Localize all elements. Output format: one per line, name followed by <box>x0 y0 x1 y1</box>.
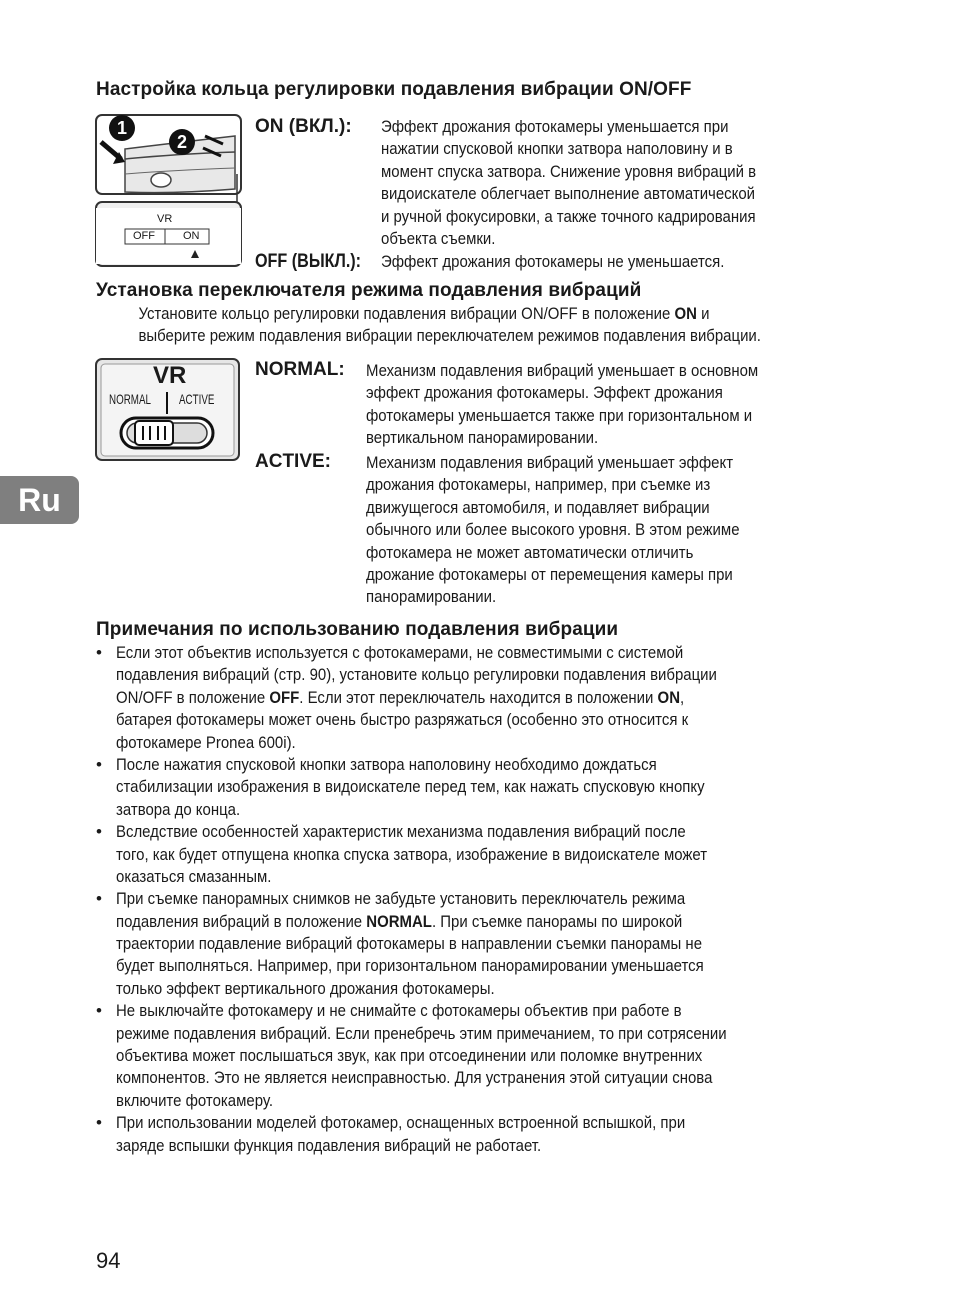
step-2-badge: 2 <box>169 129 195 155</box>
section-title-notes: Примечания по использованию подавления вибрации <box>96 619 619 640</box>
list-item: • Вследствие особенностей характеристик механизма подавления вибраций после того, как будет отпущена кнопка спуска затвора, изображение в видоискателе может оказаться смазанным. <box>96 822 708 886</box>
notes-list <box>96 642 896 1157</box>
normal-term: NORMAL: <box>255 359 345 380</box>
page-number: 94 <box>96 1248 121 1273</box>
bullet: • <box>96 1001 102 1021</box>
off-label-term: OFF (ВЫКЛ.): <box>255 251 362 272</box>
list-item: • Не выключайте фотокамеру и не снимайте с фотокамеры объектив при работе в режиме подавления вибраций. Если пренебречь этим примечанием, то при сотрясении объектива может послышаться звук, как при отсоединении или поломке внутренних компонентов. Это не является неисправностью. Для устранения этой ситуации снова включите фотокамеру. <box>96 1001 727 1110</box>
vr-title: VR <box>153 362 187 389</box>
on-label-term: ON (ВКЛ.): <box>255 116 352 137</box>
language-tab: Ru <box>0 476 79 524</box>
step-1-badge: 1 <box>109 115 135 141</box>
bullet: • <box>96 822 102 842</box>
vr-mode-switch-figure <box>95 358 241 462</box>
list-item: • При съемке панорамных снимков не забудьте установить переключатель режима подавления вибраций в положение NORMAL. При съемке панорамы по широкой траектории подавление вибраций фотокамеры в направлении съемки панорамы не будет выполняться. Например, при горизонтальном панорамировании уменьшается только эффект вертикального дрожания фотокамеры. <box>96 889 704 998</box>
off-label: OFF <box>133 230 155 242</box>
bullet: • <box>96 643 102 662</box>
off-description: Эффект дрожания фотокамеры не уменьшается. <box>381 252 725 271</box>
active-term: ACTIVE: <box>255 451 331 472</box>
active-label: ACTIVE <box>179 391 215 407</box>
active-description: Механизм подавления вибраций уменьшает эффект дрожания фотокамеры, например, при съемке из движущегося автомобиля, и подавляет вибрации обычного или более высокого уровня. В этом режиме фотокамера не может автоматически отличить дрожание фотокамеры от перемещения камеры при панорамировании. <box>366 453 740 607</box>
vr-mode-intro: Установите кольцо регулировки подавления вибрации ON/OFF в положение ON и выберите режим подавления вибрации переключателем режимов подавления вибрации. <box>138 304 761 346</box>
lens-ring-figure <box>95 114 245 270</box>
vr-label: VR <box>157 213 173 225</box>
list-item: • Если этот объектив используется с фотокамерами, не совместимыми с системой подавления вибраций (стр. 90), установите кольцо регулировки подавления вибрации ON/OFF в положение OFF. Если этот переключатель находится в положении ON, батарея фотокамеры может очень быстро разряжаться (особенно это относится к фотокамере Pronea 600i). <box>96 643 717 752</box>
bullet: • <box>96 754 102 774</box>
section-title-vr-mode: Установка переключателя режима подавления вибраций <box>96 280 642 301</box>
list-item: • После нажатия спусковой кнопки затвора наполовину необходимо дождаться стабилизации изображения в видоискателе перед тем, как нажать спусковую кнопку затвора до конца. <box>96 754 705 819</box>
normal-label: NORMAL <box>109 391 151 407</box>
on-description: Эффект дрожания фотокамеры уменьшается при нажатии спусковой кнопки затвора наполовину и в момент спуска затвора. Снижение уровня вибраций в видоискателе облегчает выполнение автоматической и ручной фокусировки, а также точного кадрирования объекта съемки. <box>381 117 757 249</box>
bullet: • <box>96 889 102 909</box>
on-label: ON <box>183 230 200 242</box>
normal-description: Механизм подавления вибраций уменьшает в основном эффект дрожания фотокамеры. Эффект дрожания фотокамеры уменьшается также при горизонтальном и вертикальном панорамировании. <box>366 361 759 448</box>
list-item: • При использовании моделей фотокамер, оснащенных встроенной вспышкой, при заряде вспышки функция подавления вибраций не работает. <box>96 1113 686 1155</box>
bullet: • <box>96 1113 102 1133</box>
section-title-vr-ring: Настройка кольца регулировки подавления вибрации ON/OFF <box>96 79 692 100</box>
